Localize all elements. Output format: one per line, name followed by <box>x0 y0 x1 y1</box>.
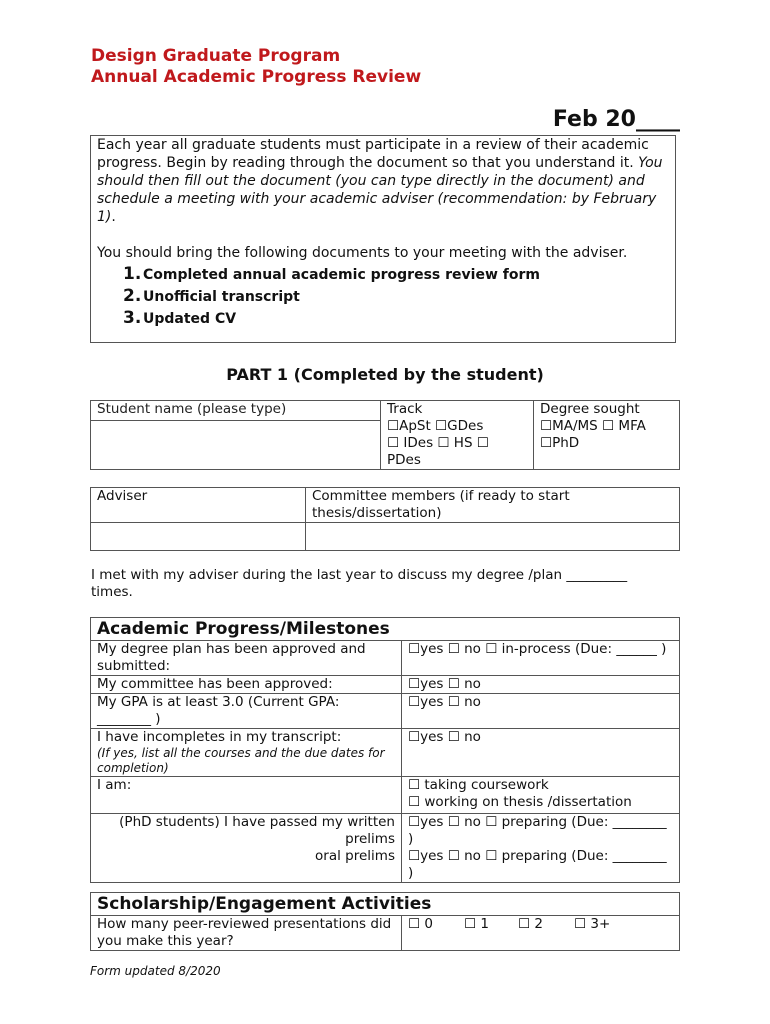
status-options <box>402 777 680 814</box>
intro-text: Each year all graduate students must participate in a review of their academic progress. Begin by reading through the document so that you understand it. <box>97 137 649 171</box>
student-info-table <box>90 400 680 470</box>
presentations-option-3[interactable]: ☐ 3+ <box>574 916 611 932</box>
list-item <box>123 264 675 286</box>
track-options-3[interactable]: PDes <box>387 452 421 468</box>
oral-prelims-options[interactable]: ☐yes ☐ no ☐ preparing (Due: ________ ) <box>402 848 680 883</box>
status-label: I am: <box>91 777 402 814</box>
presentations-option-1[interactable]: ☐ 1 <box>464 916 489 932</box>
scholarship-table <box>90 892 680 951</box>
committee-approved-label: My committee has been approved: <box>91 676 402 694</box>
progress-table <box>90 617 680 883</box>
presentations-options <box>402 916 680 951</box>
intro-paragraph-2: You should bring the following documents to your meeting with the adviser. <box>97 245 628 261</box>
form-updated-footer: Form updated 8/2020 <box>90 964 221 978</box>
adviser-table <box>90 487 680 551</box>
list-number: 1. <box>123 264 142 284</box>
track-options-1[interactable]: ☐ApSt ☐GDes <box>387 418 484 434</box>
track-label: Track <box>387 401 423 417</box>
presentations-label: How many peer-reviewed presentations did you make this year? <box>91 916 402 951</box>
written-prelims-options[interactable]: ☐yes ☐ no ☐ preparing (Due: ________ ) <box>402 814 680 849</box>
list-number: 2. <box>123 286 142 306</box>
list-item <box>123 286 675 308</box>
gpa-label: My GPA is at least 3.0 (Current GPA: ________ ) <box>91 694 402 729</box>
incompletes-options[interactable]: ☐yes ☐ no <box>402 729 680 777</box>
written-prelims-label: (PhD students) I have passed my written prelims <box>91 814 402 849</box>
scholarship-title: Scholarship/Engagement Activities <box>91 893 680 916</box>
program-title-line2: Annual Academic Progress Review <box>91 67 422 87</box>
incompletes-cell <box>91 729 402 777</box>
adviser-label: Adviser <box>91 488 306 523</box>
degree-plan-options[interactable]: ☐yes ☐ no ☐ in-process (Due: ______ ) <box>402 641 680 676</box>
degree-label: Degree sought <box>540 401 640 417</box>
committee-input[interactable] <box>306 523 680 551</box>
adviser-input[interactable] <box>91 523 306 551</box>
presentations-option-2[interactable]: ☐ 2 <box>518 916 543 932</box>
degree-cell <box>534 401 680 470</box>
track-cell <box>381 401 534 470</box>
committee-label: Committee members (if ready to start thesis/dissertation) <box>306 488 680 523</box>
track-options-2[interactable]: ☐ IDes ☐ HS ☐ <box>387 435 489 451</box>
incompletes-note: (If yes, list all the courses and the due dates for completion) <box>97 746 385 775</box>
intro-end: . <box>111 209 116 225</box>
student-name-label: Student name (please type) <box>97 401 287 417</box>
oral-prelims-label: oral prelims <box>91 848 402 883</box>
program-title-line1: Design Graduate Program <box>91 46 341 66</box>
committee-approved-options[interactable]: ☐yes ☐ no <box>402 676 680 694</box>
status-coursework[interactable]: ☐ taking coursework <box>408 777 549 793</box>
part1-title: PART 1 (Completed by the student) <box>226 365 544 384</box>
progress-title: Academic Progress/Milestones <box>91 618 680 641</box>
degree-options-1[interactable]: ☐MA/MS ☐ MFA <box>540 418 646 434</box>
review-date: Feb 20____ <box>552 107 680 132</box>
intro-italic-text: You should then fill out the document (you can type directly in the document) and schedule a meeting with your academic adviser (recommendation: by February 1) <box>97 155 663 225</box>
list-number: 3. <box>123 308 142 328</box>
status-thesis[interactable]: ☐ working on thesis /dissertation <box>408 794 632 810</box>
incompletes-label: I have incompletes in my transcript: <box>97 729 342 745</box>
list-text: Unofficial transcript <box>143 289 300 305</box>
degree-plan-label: My degree plan has been approved and submitted: <box>91 641 402 676</box>
degree-options-2[interactable]: ☐PhD <box>540 435 580 451</box>
list-item <box>123 308 675 330</box>
intro-paragraph-1 <box>97 136 675 226</box>
gpa-options[interactable]: ☐yes ☐ no <box>402 694 680 729</box>
list-text: Updated CV <box>143 311 237 327</box>
student-name-input[interactable] <box>91 420 380 469</box>
list-text: Completed annual academic progress review form <box>143 267 540 283</box>
documents-list <box>123 264 675 330</box>
student-name-cell[interactable] <box>91 401 381 470</box>
program-title <box>91 46 421 88</box>
presentations-option-0[interactable]: ☐ 0 <box>408 916 433 932</box>
intro-box <box>90 135 676 343</box>
meeting-sentence: I met with my adviser during the last year to discuss my degree /plan _________ times. <box>91 567 628 600</box>
